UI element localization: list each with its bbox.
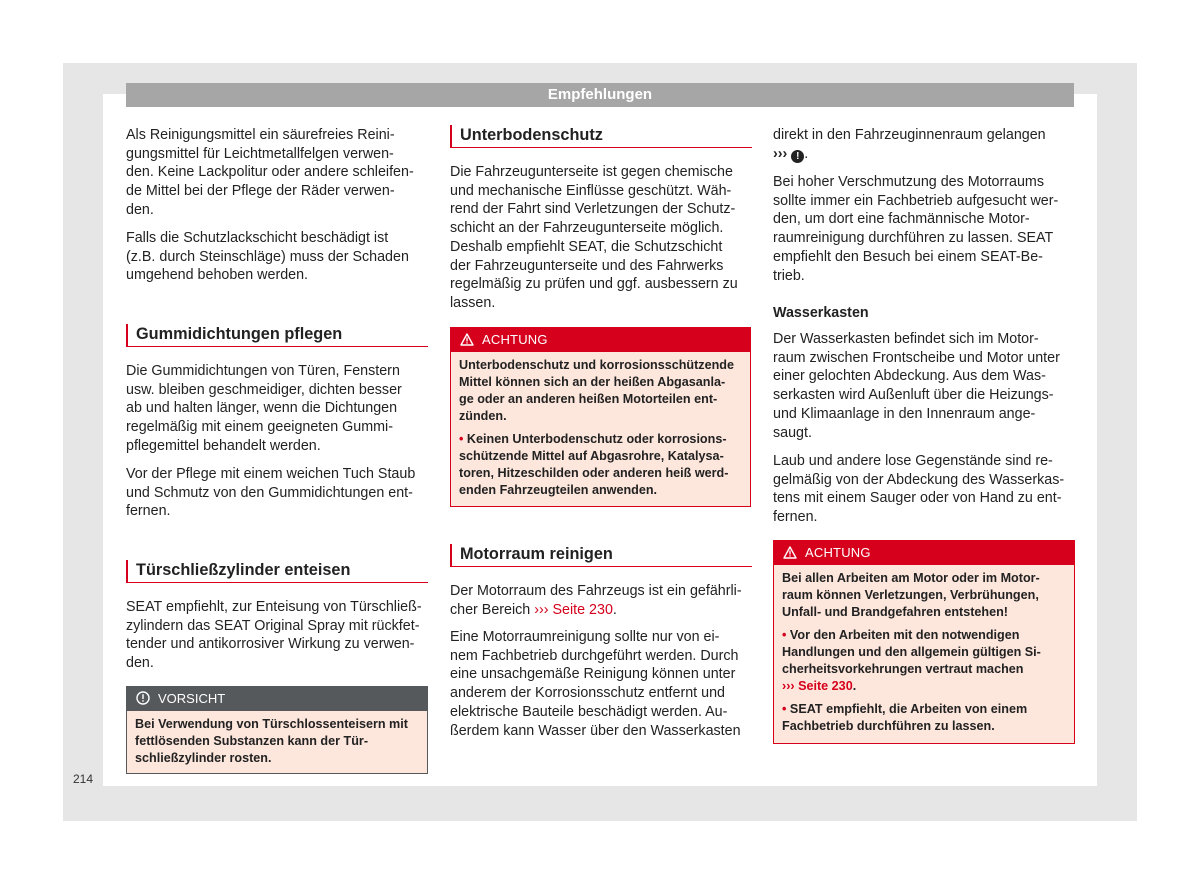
section-header: Empfehlungen	[126, 83, 1074, 107]
warning-text-3	[782, 701, 1066, 735]
warning-text-1: Unterbodenschutz und korrosionsschützende Mittel können sich an der heißen Abgasanla- ge oder an anderen heißen Motorteilen ent- zünden.	[459, 358, 734, 423]
warning-body	[451, 352, 750, 503]
motorraum-text: Der Motorraum des Fahrzeugs ist ein gefährli- cher Bereich	[450, 583, 742, 618]
warning-text-3-content: SEAT empfiehlt, die Arbeiten von einem Fachbetrieb durchführen zu lassen.	[782, 702, 1028, 733]
caution-label: VORSICHT	[158, 691, 226, 706]
warning-label: ACHTUNG	[482, 332, 548, 347]
warning-circle-icon: !	[791, 150, 804, 163]
paragraph-enteisen: SEAT empfiehlt, zur Enteisung von Türschließ- zylindern das SEAT Original Spray mit rückfet- tender und antikorrosiver Wirkung zu verwen- den.	[126, 599, 422, 672]
paragraph-unterbodenschutz: Die Fahrzeugunterseite ist gegen chemische und mechanische Einflüsse geschützt. Wäh- rend der Fahrt sind Verletzungen der Schutz- schicht an der Fahrzeugunterseite möglich. Deshalb empfiehlt SEAT, die Schutzschicht der Fahrzeugunterseite und des Fahrwerks regelmäßig zu prüfen und ggf. ausbessern zu lassen.	[450, 164, 738, 311]
paragraph-gummidichtungen: Die Gummidichtungen von Türen, Fenstern usw. bleiben geschmeidiger, dichten besser ab und halten länger, wenn die Dichtungen regelmäßig mit einem geeigneten Gummi- pflegemittel behandelt werden.	[126, 363, 402, 454]
warning-triangle-icon	[460, 333, 474, 346]
warning-box-unterboden	[450, 327, 751, 507]
paragraph-paint-damage: Falls die Schutzlackschicht beschädigt ist (z.B. durch Steinschläge) muss der Schaden umgehend behoben werden.	[126, 230, 409, 284]
bullet: •	[782, 702, 787, 716]
info-circle-icon	[136, 691, 150, 705]
paragraph-wheels-cleaner: Als Reinigungsmittel ein säurefreies Reini- gungsmittel für Leichtmetallfelgen verwen- den. Keine Lackpolitur oder andere schleifen- de Mittel bei der Pflege der Räder verwen- den.	[126, 127, 414, 218]
link-seite-230[interactable]: ››› Seite 230	[534, 601, 613, 618]
punctuation: .	[612, 601, 617, 618]
paragraph-wasserkasten: Der Wasserkasten befindet sich im Motor- raum zwischen Frontscheibe und Motor unter einer gelochten Abdeckung. Aus dem Was- serkasten wird Außenluft über die Heizungs- und Klimaanlage in den Innenraum ange- saugt.	[773, 331, 1060, 441]
warning-body	[774, 565, 1074, 739]
warning-text-2-content: Keinen Unterbodenschutz oder korrosions- schützende Mittel auf Abgasrohre, Katalysa- toren, Hitzeschilden oder anderen heiß werd- enden Fahrzeugteilen anwenden.	[459, 432, 729, 497]
paragraph-direkt: direkt in den Fahrzeuginnenraum gelangen ››› ! .	[773, 127, 1046, 162]
paragraph-laub: Laub und andere lose Gegenstände sind re- gelmäßig von der Abdeckung des Wasserkas- tens mit einem Sauger oder von Hand zu ent- fernen.	[773, 453, 1065, 526]
warning-text-2-content: Vor den Arbeiten mit den notwendigen Handlungen und den allgemein gültigen Si- cherheitsvorkehrungen vertraut machen	[782, 628, 1041, 676]
paragraph-verschmutzung: Bei hoher Verschmutzung des Motorraums sollte immer ein Fachbetrieb aufgesucht wer- den, um dort eine fachmännische Motor- raumreinigung durchführen zu lassen. SEAT empfiehlt den Besuch bei einem SEAT-Be- trieb.	[773, 174, 1059, 284]
caution-header	[127, 687, 427, 711]
warning-text-2	[459, 431, 742, 499]
bullet: •	[459, 432, 464, 446]
heading-unterbodenschutz: Unterbodenschutz	[450, 125, 752, 148]
direkt-text: direkt in den Fahrzeuginnenraum gelangen	[773, 127, 1046, 143]
warning-text-1: Bei allen Arbeiten am Motor oder im Motor- raum können Verletzungen, Verbrühungen, Unfall- und Brandgefahren entstehen!	[782, 571, 1040, 619]
paragraph-motorraumreinigung: Eine Motorraumreinigung sollte nur von ei- nem Fachbetrieb durchgeführt werden. Durch eine unsachgemäße Reinigung können unter anderem der Korrosionsschutz entfernt und elektrische Bauteile beschädigt werden. Au- ßerdem kann Wasser über den Wasserkasten	[450, 629, 741, 739]
paragraph-motorraum	[450, 582, 750, 619]
heading-gummidichtungen: Gummidichtungen pflegen	[126, 324, 428, 347]
caution-box	[126, 686, 428, 774]
warning-text-2	[782, 627, 1066, 695]
link-seite-230[interactable]: ››› Seite 230	[782, 679, 853, 693]
bullet: •	[782, 628, 787, 642]
paragraph-gummi-cleaning: Vor der Pflege mit einem weichen Tuch Staub und Schmutz von den Gummidichtungen ent- fernen.	[126, 466, 416, 520]
warning-box-motor	[773, 540, 1075, 744]
warning-header	[774, 541, 1074, 565]
punctuation: .	[852, 679, 857, 693]
heading-wasserkasten: Wasserkasten	[773, 305, 869, 321]
warning-label: ACHTUNG	[805, 545, 871, 560]
heading-tuerschliesszylinder: Türschließzylinder enteisen	[126, 560, 428, 583]
page-number: 214	[73, 772, 94, 786]
warning-header	[451, 328, 750, 352]
heading-motorraum: Motorraum reinigen	[450, 544, 752, 567]
marker-arrows: ›››	[773, 145, 788, 162]
caution-text: Bei Verwendung von Türschlossenteisern mit fettlösenden Substanzen kann der Tür- schließzylinder rosten.	[135, 717, 408, 765]
warning-triangle-icon	[783, 546, 797, 559]
caution-body	[127, 711, 427, 771]
